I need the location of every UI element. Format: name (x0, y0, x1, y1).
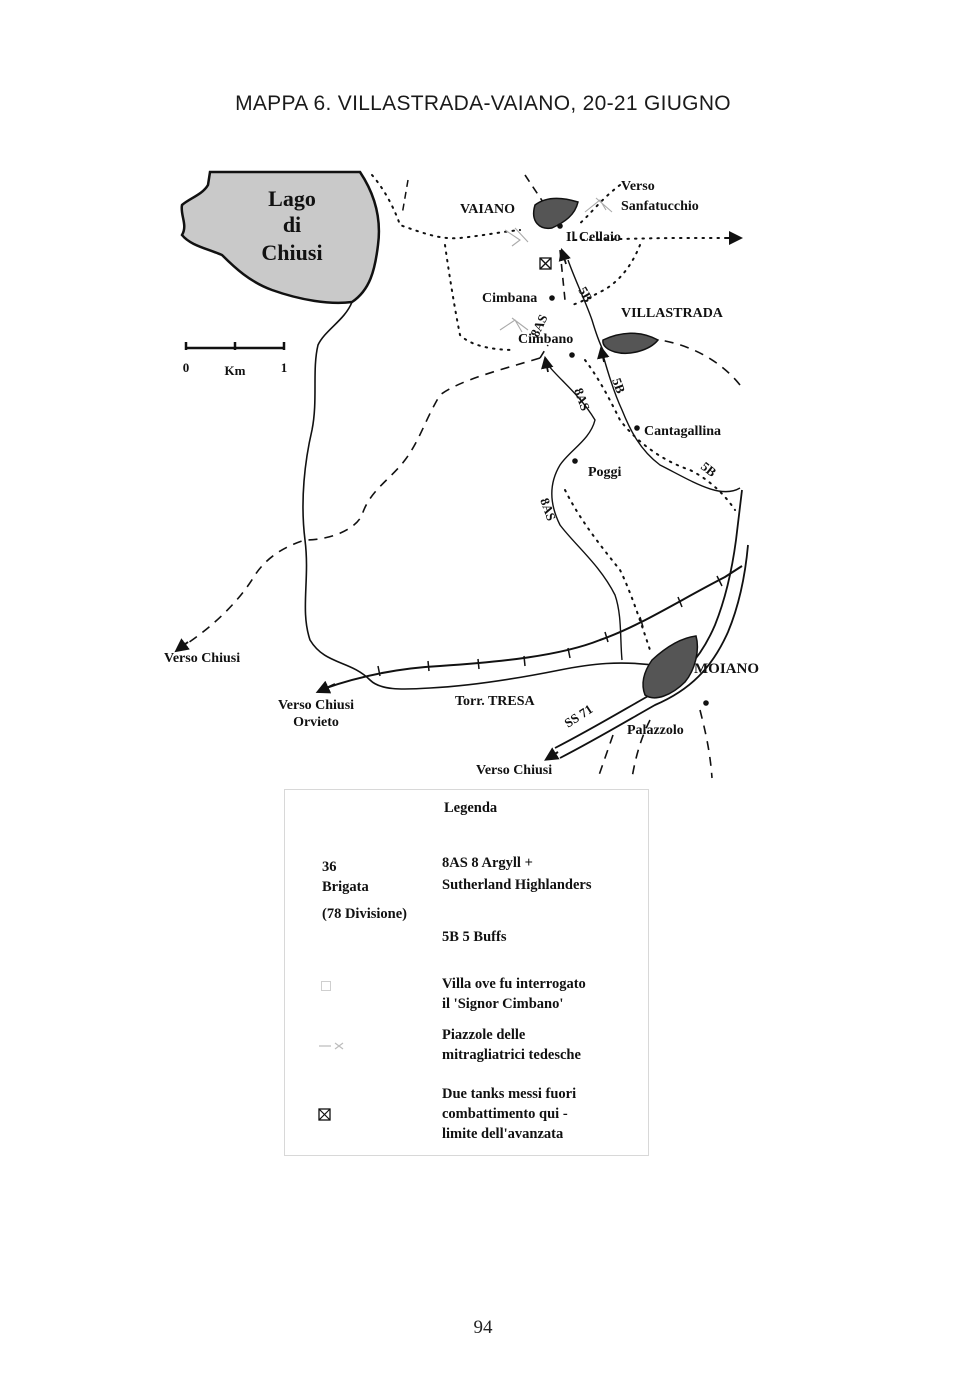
legend-heading: Legenda (444, 800, 498, 816)
tank-marker (540, 258, 551, 269)
legend-villa-1: Villa ove fu interrogato (442, 976, 586, 992)
label-villastrada: VILLASTRADA (621, 306, 723, 321)
legend-brigade-1: 36 (322, 859, 337, 875)
legend-8as-1: 8AS 8 Argyll + (442, 855, 533, 871)
label-torr-tresa: Torr. TRESA (455, 694, 535, 709)
legend-brigade-2: Brigata (322, 879, 369, 895)
scale-unit: Km (224, 363, 246, 378)
dot-cantagallina (634, 425, 640, 431)
dot-cimbano (569, 352, 575, 358)
label-cantagallina: Cantagallina (644, 424, 722, 439)
road-dashed-west (182, 340, 740, 645)
route-8as-a: 8AS (527, 311, 551, 340)
mg-icon (317, 1040, 347, 1052)
path-5b-north (568, 260, 603, 350)
label-palazzolo: Palazzolo (627, 723, 684, 738)
legend-brigade-3: (78 Divisione) (322, 906, 407, 922)
legend (284, 789, 649, 1156)
label-verso-sanfatucchio-2: Sanfatucchio (621, 199, 699, 214)
scale-bar (186, 342, 284, 350)
legend-tank-3: limite dell'avanzata (442, 1126, 564, 1142)
town-vaiano (534, 198, 578, 228)
river-tresa (303, 302, 660, 689)
label-verso-chiusi-bottom: Verso Chiusi (476, 763, 553, 778)
route-8as-c: 8AS (537, 495, 560, 523)
legend-villa-2: il 'Signor Cimbano' (442, 996, 564, 1012)
lake-label-1: Lago (268, 186, 316, 211)
route-8as-b: 8AS (571, 385, 594, 413)
label-il-cellaio: Il Cellaio (566, 230, 621, 245)
track-dotted-7 (565, 490, 650, 650)
arrow-5b-north (563, 254, 566, 264)
lake-label-2: di (282, 212, 302, 237)
label-vaiano: VAIANO (460, 202, 515, 217)
legend-tank-2: combattimento qui - (442, 1106, 568, 1122)
villa-icon (321, 981, 331, 991)
legend-5b: 5B 5 Buffs (442, 929, 507, 945)
arrow-verso-chiusi-orvieto (322, 684, 335, 690)
legend-mg-2: mitragliatrici tedesche (442, 1047, 581, 1063)
dot-palazzolo (703, 700, 709, 706)
route-ss71: SS 71 (561, 701, 596, 731)
legend-8as-2: Sutherland Highlanders (442, 877, 592, 893)
dot-poggi (572, 458, 578, 464)
label-moiano: MOIANO (694, 661, 759, 677)
legend-mg-1: Piazzole delle (442, 1027, 526, 1043)
lake-label-3: Chiusi (261, 240, 323, 265)
arrow-5b (602, 352, 604, 362)
label-verso-chiusi-left: Verso Chiusi (164, 651, 241, 666)
scale-zero: 0 (182, 360, 190, 375)
road-dashed-south (598, 710, 712, 778)
label-verso-chiusi-orvieto-1: Verso Chiusi (277, 698, 355, 713)
arrow-8as (546, 362, 548, 372)
label-cimbano: Cimbano (518, 332, 574, 347)
dot-cimbana (549, 295, 555, 301)
label-verso-chiusi-orvieto-2: Orvieto (293, 715, 339, 730)
town-moiano (643, 636, 697, 698)
label-poggi: Poggi (588, 465, 622, 480)
track-dotted-2 (402, 180, 408, 215)
arrow-verso-chiusi-bottom (550, 752, 558, 757)
route-5b-a: 5B (575, 284, 596, 305)
tank-icon (318, 1108, 332, 1122)
page-title: MAPPA 6. VILLASTRADA-VAIANO, 20-21 GIUGNO (235, 92, 731, 115)
scale-one: 1 (280, 360, 288, 375)
page-number: 94 (473, 1317, 493, 1338)
town-villastrada (603, 333, 658, 353)
legend-tank-1: Due tanks messi fuori (442, 1086, 577, 1102)
route-5b-b: 5B (609, 375, 629, 396)
label-cimbana: Cimbana (482, 291, 538, 306)
arrow-verso-chiusi-left (180, 642, 188, 648)
route-5b-c: 5B (698, 458, 720, 480)
label-verso-sanfatucchio-1: Verso (621, 179, 655, 194)
dot-il-cellaio (557, 223, 563, 229)
